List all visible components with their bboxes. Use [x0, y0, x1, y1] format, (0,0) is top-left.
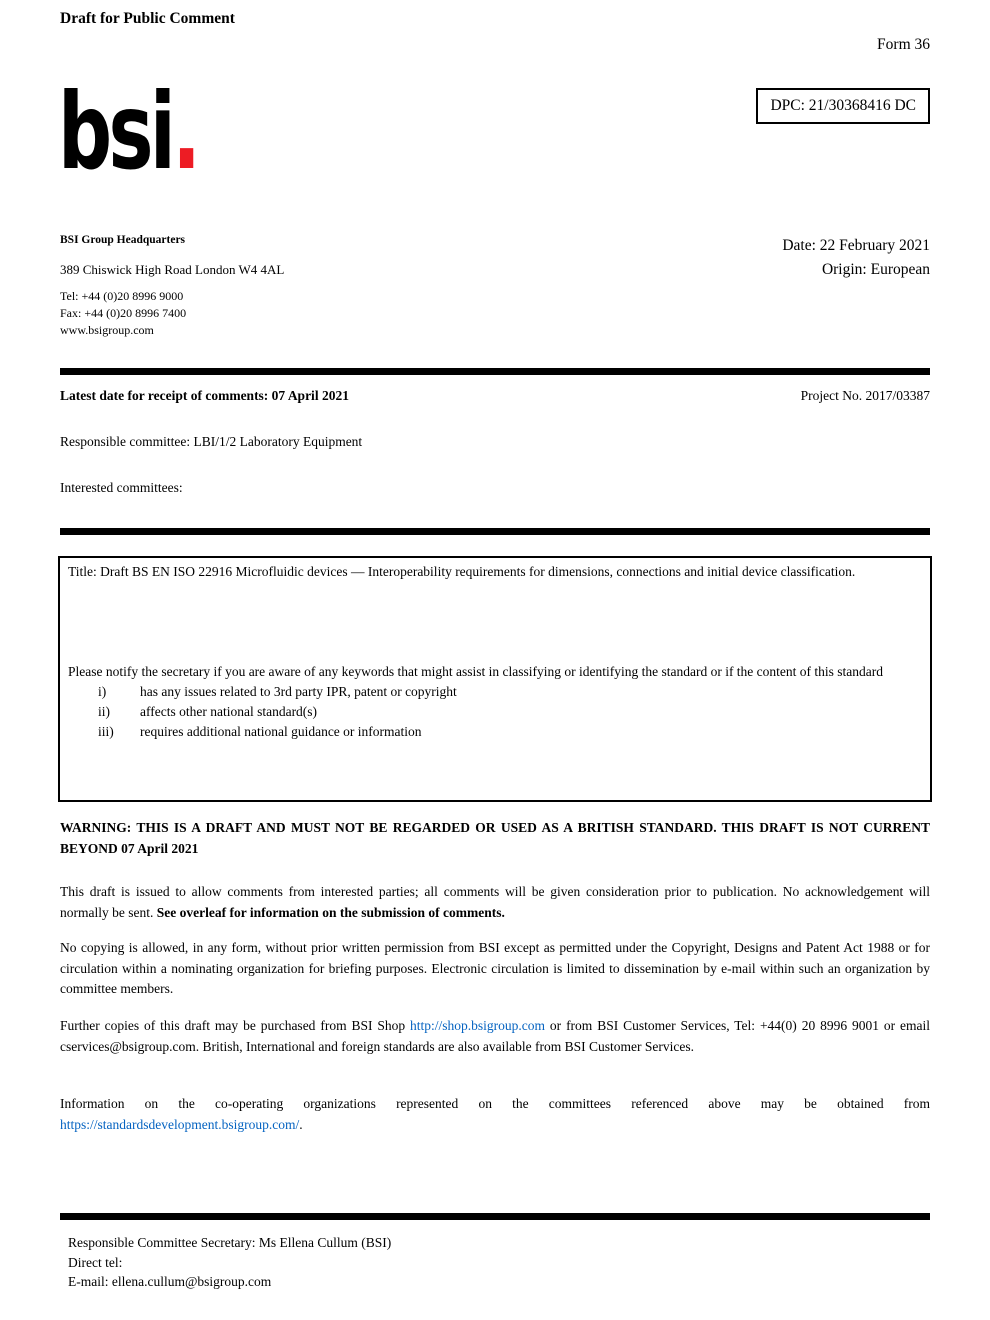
list-item-number: ii)	[98, 704, 110, 719]
bsi-shop-link[interactable]: http://shop.bsigroup.com	[410, 1018, 546, 1033]
title-box	[58, 556, 932, 802]
latest-date-row	[60, 388, 930, 404]
divider-bar-top	[60, 368, 930, 375]
address-block	[60, 232, 284, 339]
dpc-number-box	[756, 88, 930, 124]
list-item-number: i)	[98, 684, 107, 699]
notify-secretary-text: Please notify the secretary if you are aware of any keywords that might assist in classifying or identifying the standard or if the content of this standard	[68, 664, 884, 679]
draft-for-public-comment-label: Draft for Public Comment	[60, 10, 235, 27]
address-line1: 389 Chiswick High Road London W4 4AL	[60, 262, 285, 277]
paragraph-copies-part2: or from BSI Customer Services, Tel: +44(0) 20 8996 9001 or email cservices@bsigroup.com. British, International and foreign standards are also available from BSI Customer Services.	[60, 1018, 931, 1054]
direct-tel-line: Direct tel:	[68, 1254, 123, 1270]
origin-line: Origin: European	[821, 261, 930, 278]
address-website: www.bsigroup.com	[60, 323, 154, 337]
project-number: Project No. 2017/03387	[800, 388, 930, 403]
keyword-issues-list	[68, 682, 922, 742]
form-number: Form 36	[877, 36, 930, 53]
paragraph-comments-normal: This draft is issued to allow comments from interested parties; all comments will be given consideration prior to publication. No acknowledgement will normally be sent.	[60, 884, 930, 920]
footer-block	[68, 1233, 391, 1292]
address-tel: Tel: +44 (0)20 8996 9000	[60, 289, 184, 303]
paragraph-copies-part1: Further copies of this draft may be purchased from BSI Shop	[60, 1018, 411, 1033]
list-item-text: affects other national standard(s)	[140, 704, 318, 719]
paragraph-cooperating-part2: .	[299, 1116, 303, 1132]
paragraph-cooperating-part1: Information on the co-operating organizations represented on the committees referenced above may be obtained from	[60, 1096, 930, 1111]
list-item	[68, 722, 922, 742]
list-item	[68, 702, 922, 722]
email-line: E-mail: ellena.cullum@bsigroup.com	[68, 1274, 272, 1289]
latest-date-label: Latest date for receipt of comments: 07 April 2021	[60, 388, 349, 403]
divider-bar-middle	[60, 528, 930, 535]
standards-development-link[interactable]: https://standardsdevelopment.bsigroup.com/	[60, 1116, 300, 1132]
list-item	[68, 682, 922, 702]
list-item-text: requires additional national guidance or information	[140, 724, 422, 739]
paragraph-copies	[60, 1016, 930, 1057]
date-origin-block	[782, 234, 930, 282]
list-item-text: has any issues related to 3rd party IPR, patent or copyright	[140, 684, 457, 699]
divider-bar-bottom	[60, 1213, 930, 1220]
bsi-logo-dot: .	[172, 71, 198, 193]
dpc-number: DPC: 21/30368416 DC	[770, 97, 916, 114]
bsi-logo	[58, 71, 198, 193]
paragraph-cooperating	[60, 1094, 930, 1135]
date-line: Date: 22 February 2021	[782, 237, 930, 254]
paragraph-copying: No copying is allowed, in any form, without prior written permission from BSI except as permitted under the Copyright, Designs and Patent Act 1988 or for circulation within a nominating organization for briefing purposes. Electronic circulation is limited to dissemination by e-mail within such an organization by committee members.	[60, 940, 930, 996]
paragraph-comments-bold: See overleaf for information on the submission of comments.	[156, 904, 505, 920]
committee-secretary-line: Responsible Committee Secretary: Ms Ellena Cullum (BSI)	[68, 1235, 392, 1250]
list-item-number: iii)	[98, 724, 114, 739]
responsible-committee-line: Responsible committee: LBI/1/2 Laboratory Equipment	[60, 434, 363, 449]
address-fax: Fax: +44 (0)20 8996 7400	[60, 306, 187, 320]
address-title: BSI Group Headquarters	[60, 234, 186, 246]
standard-title: Title: Draft BS EN ISO 22916 Microfluidic devices — Interoperability requirements for dimensions, connections and initial device classification.	[68, 564, 856, 579]
warning-text: WARNING: THIS IS A DRAFT AND MUST NOT BE REGARDED OR USED AS A BRITISH STANDARD. THIS DRAFT IS NOT CURRENT BEYOND 07 April 2021	[60, 820, 930, 856]
paragraph-comments	[60, 882, 930, 923]
bsi-logo-text: bsi	[58, 71, 173, 193]
interested-committees-line: Interested committees:	[60, 480, 183, 495]
